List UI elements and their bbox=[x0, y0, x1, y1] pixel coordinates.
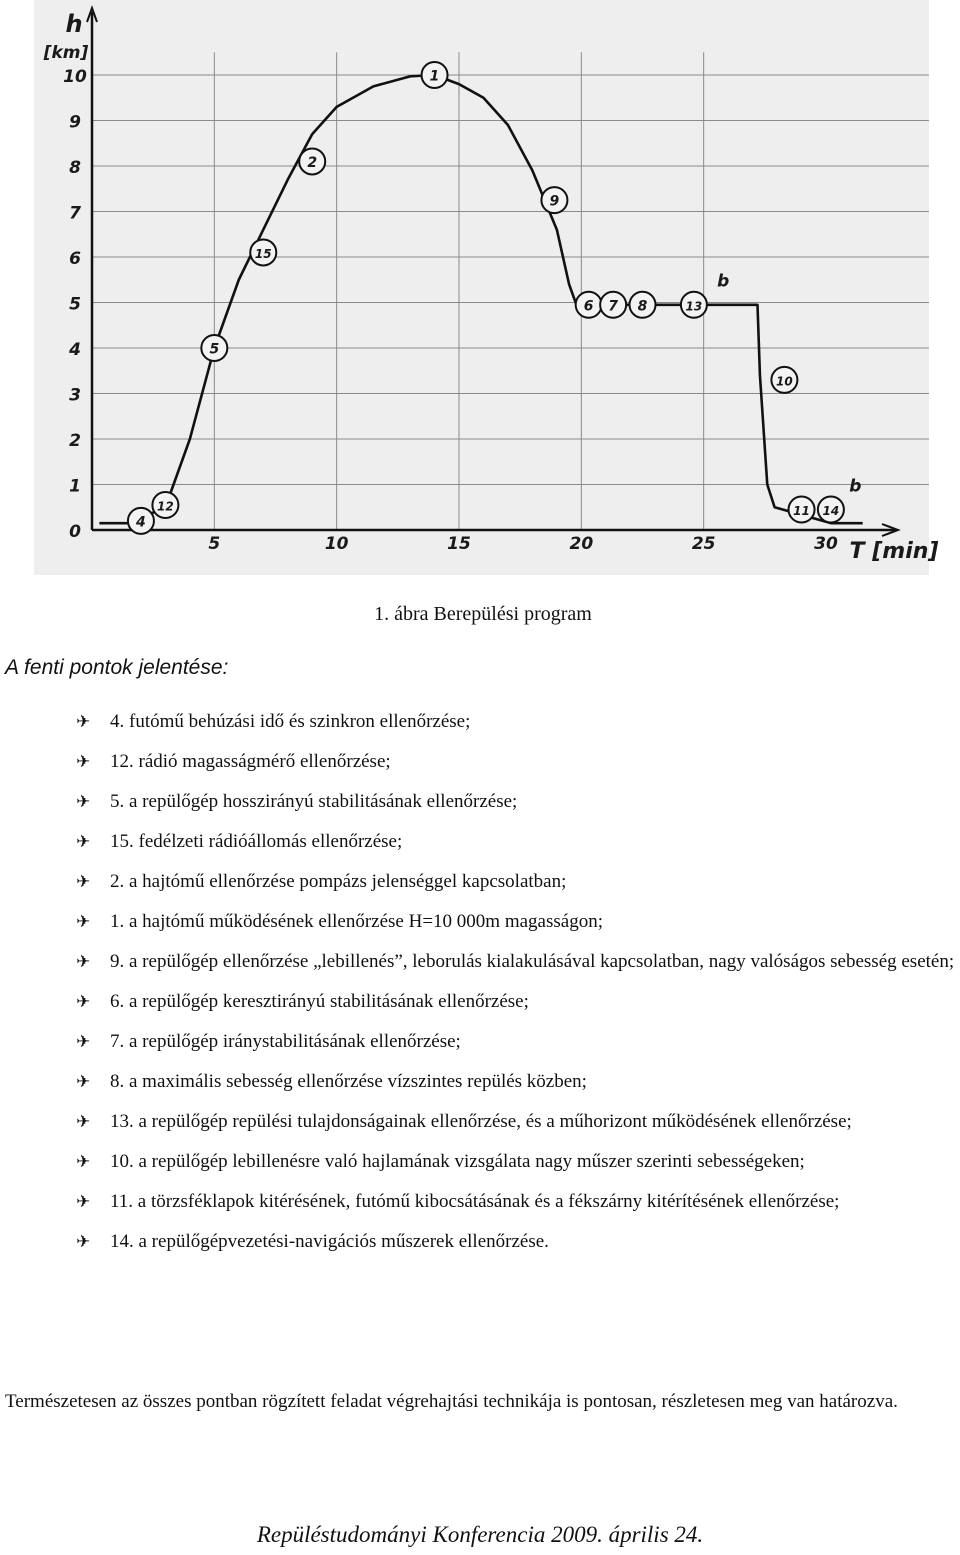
checkpoint-label: 2 bbox=[307, 154, 318, 171]
point-item bbox=[0, 782, 960, 822]
y-tick-label: 0 bbox=[69, 522, 81, 542]
y-tick-label: 8 bbox=[69, 158, 81, 178]
y-tick-label: 2 bbox=[69, 431, 81, 451]
airplane-icon: ✈ bbox=[76, 952, 91, 972]
annotation-b: b bbox=[849, 476, 862, 497]
checkpoint-label: 6 bbox=[583, 298, 594, 315]
point-item bbox=[0, 702, 960, 742]
y-tick-label: 7 bbox=[69, 203, 81, 224]
checkpoint-label: 8 bbox=[637, 298, 648, 315]
airplane-icon: ✈ bbox=[76, 1032, 91, 1052]
airplane-icon: ✈ bbox=[76, 1072, 91, 1092]
x-tick-label: 25 bbox=[691, 534, 716, 554]
point-text: 1. a hajtómű működésének ellenőrzése H=10 000m magasságon; bbox=[110, 911, 603, 932]
y-axis-title: h bbox=[65, 10, 83, 38]
checkpoint-label: 10 bbox=[776, 374, 793, 389]
figure-caption-text: 1. ábra Berepülési program bbox=[374, 603, 592, 625]
airplane-icon: ✈ bbox=[76, 712, 91, 732]
closing-paragraph: Természetesen az összes pontban rögzített feladat végrehajtási technikája is pontosan, részletesen meg van határozva. bbox=[5, 1391, 898, 1412]
point-item bbox=[0, 1222, 960, 1262]
x-tick-label: 15 bbox=[447, 534, 471, 554]
y-tick-label: 9 bbox=[69, 112, 81, 133]
checkpoint-label: 7 bbox=[608, 298, 619, 315]
point-item bbox=[0, 1182, 960, 1222]
point-item bbox=[0, 1142, 960, 1182]
point-item bbox=[0, 942, 960, 982]
checkpoint-label: 12 bbox=[157, 499, 174, 514]
airplane-icon: ✈ bbox=[76, 1232, 91, 1252]
airplane-icon: ✈ bbox=[76, 992, 91, 1012]
airplane-icon: ✈ bbox=[76, 832, 91, 852]
point-text: 15. fedélzeti rádióállomás ellenőrzése; bbox=[110, 831, 403, 852]
airplane-icon: ✈ bbox=[76, 912, 91, 932]
page-footer: Repüléstudományi Konferencia 2009. április 24. bbox=[256, 1522, 704, 1547]
annotation-b: b bbox=[717, 271, 730, 292]
y-tick-label: 4 bbox=[69, 340, 81, 360]
scan-background bbox=[34, 0, 929, 575]
x-tick-label: 30 bbox=[814, 534, 838, 554]
flight-program-figure bbox=[34, 0, 939, 575]
point-item bbox=[0, 1062, 960, 1102]
y-tick-label: 10 bbox=[63, 67, 87, 87]
checkpoint-label: 5 bbox=[209, 341, 220, 358]
point-text: 4. futómű behúzási idő és szinkron ellenőrzése; bbox=[110, 711, 471, 732]
point-text: 9. a repülőgép ellenőrzése „lebillenés”, leborulás kialakulásával kapcsolatban, nagy valóságos sebesség esetén; bbox=[110, 951, 955, 972]
checkpoint-label: 11 bbox=[793, 504, 810, 519]
point-text: 12. rádió magasságmérő ellenőrzése; bbox=[110, 751, 391, 772]
point-text: 7. a repülőgép iránystabilitásának ellenőrzése; bbox=[110, 1031, 461, 1052]
flight-profile-chart bbox=[34, 0, 939, 575]
x-tick-label: 5 bbox=[208, 534, 221, 554]
y-axis-unit: [km] bbox=[43, 43, 89, 63]
x-axis-title: T [min] bbox=[849, 539, 939, 564]
checkpoint-label: 15 bbox=[254, 246, 272, 261]
y-tick-label: 5 bbox=[69, 294, 81, 315]
point-text: 13. a repülőgép repülési tulajdonságainak ellenőrzése, és a műhorizont működésének ellenőrzése; bbox=[110, 1111, 852, 1132]
checkpoint-label: 1 bbox=[429, 68, 440, 85]
point-text: 11. a törzsféklapok kitérésének, futómű kibocsátásának és a fékszárny kitérítésének ellenőrzése; bbox=[110, 1191, 840, 1212]
point-item bbox=[0, 822, 960, 862]
points-list bbox=[0, 702, 960, 1262]
x-tick-label: 20 bbox=[569, 534, 594, 554]
checkpoint-label: 9 bbox=[549, 193, 560, 210]
airplane-icon: ✈ bbox=[76, 1152, 91, 1172]
y-tick-label: 6 bbox=[69, 249, 81, 269]
airplane-icon: ✈ bbox=[76, 1112, 91, 1132]
checkpoint-label: 14 bbox=[822, 504, 840, 519]
y-tick-label: 1 bbox=[69, 476, 81, 497]
checkpoint-label: 4 bbox=[136, 514, 146, 531]
airplane-icon: ✈ bbox=[76, 1192, 91, 1212]
point-text: 8. a maximális sebesség ellenőrzése vízszintes repülés közben; bbox=[110, 1071, 587, 1092]
checkpoint-label: 13 bbox=[685, 299, 703, 314]
section-heading: A fenti pontok jelentése: bbox=[5, 656, 229, 679]
x-tick-label: 10 bbox=[324, 534, 349, 554]
point-item bbox=[0, 982, 960, 1022]
point-item bbox=[0, 1102, 960, 1142]
point-text: 5. a repülőgép hosszirányú stabilitásának ellenőrzése; bbox=[110, 791, 518, 812]
airplane-icon: ✈ bbox=[76, 792, 91, 812]
airplane-icon: ✈ bbox=[76, 872, 91, 892]
point-text: 6. a repülőgép keresztirányú stabilitásának ellenőrzése; bbox=[110, 991, 529, 1012]
airplane-icon: ✈ bbox=[76, 752, 91, 772]
point-item bbox=[0, 1022, 960, 1062]
point-text: 2. a hajtómű ellenőrzése pompázs jelenséggel kapcsolatban; bbox=[110, 871, 567, 892]
point-text: 10. a repülőgép lebillenésre való hajlamának vizsgálata nagy műszer szerinti sebességeken; bbox=[110, 1151, 805, 1172]
point-item bbox=[0, 862, 960, 902]
figure-caption bbox=[0, 603, 960, 626]
y-tick-label: 3 bbox=[69, 385, 81, 406]
point-item bbox=[0, 742, 960, 782]
point-item bbox=[0, 902, 960, 942]
point-text: 14. a repülőgépvezetési-navigációs műszerek ellenőrzése. bbox=[110, 1231, 549, 1252]
